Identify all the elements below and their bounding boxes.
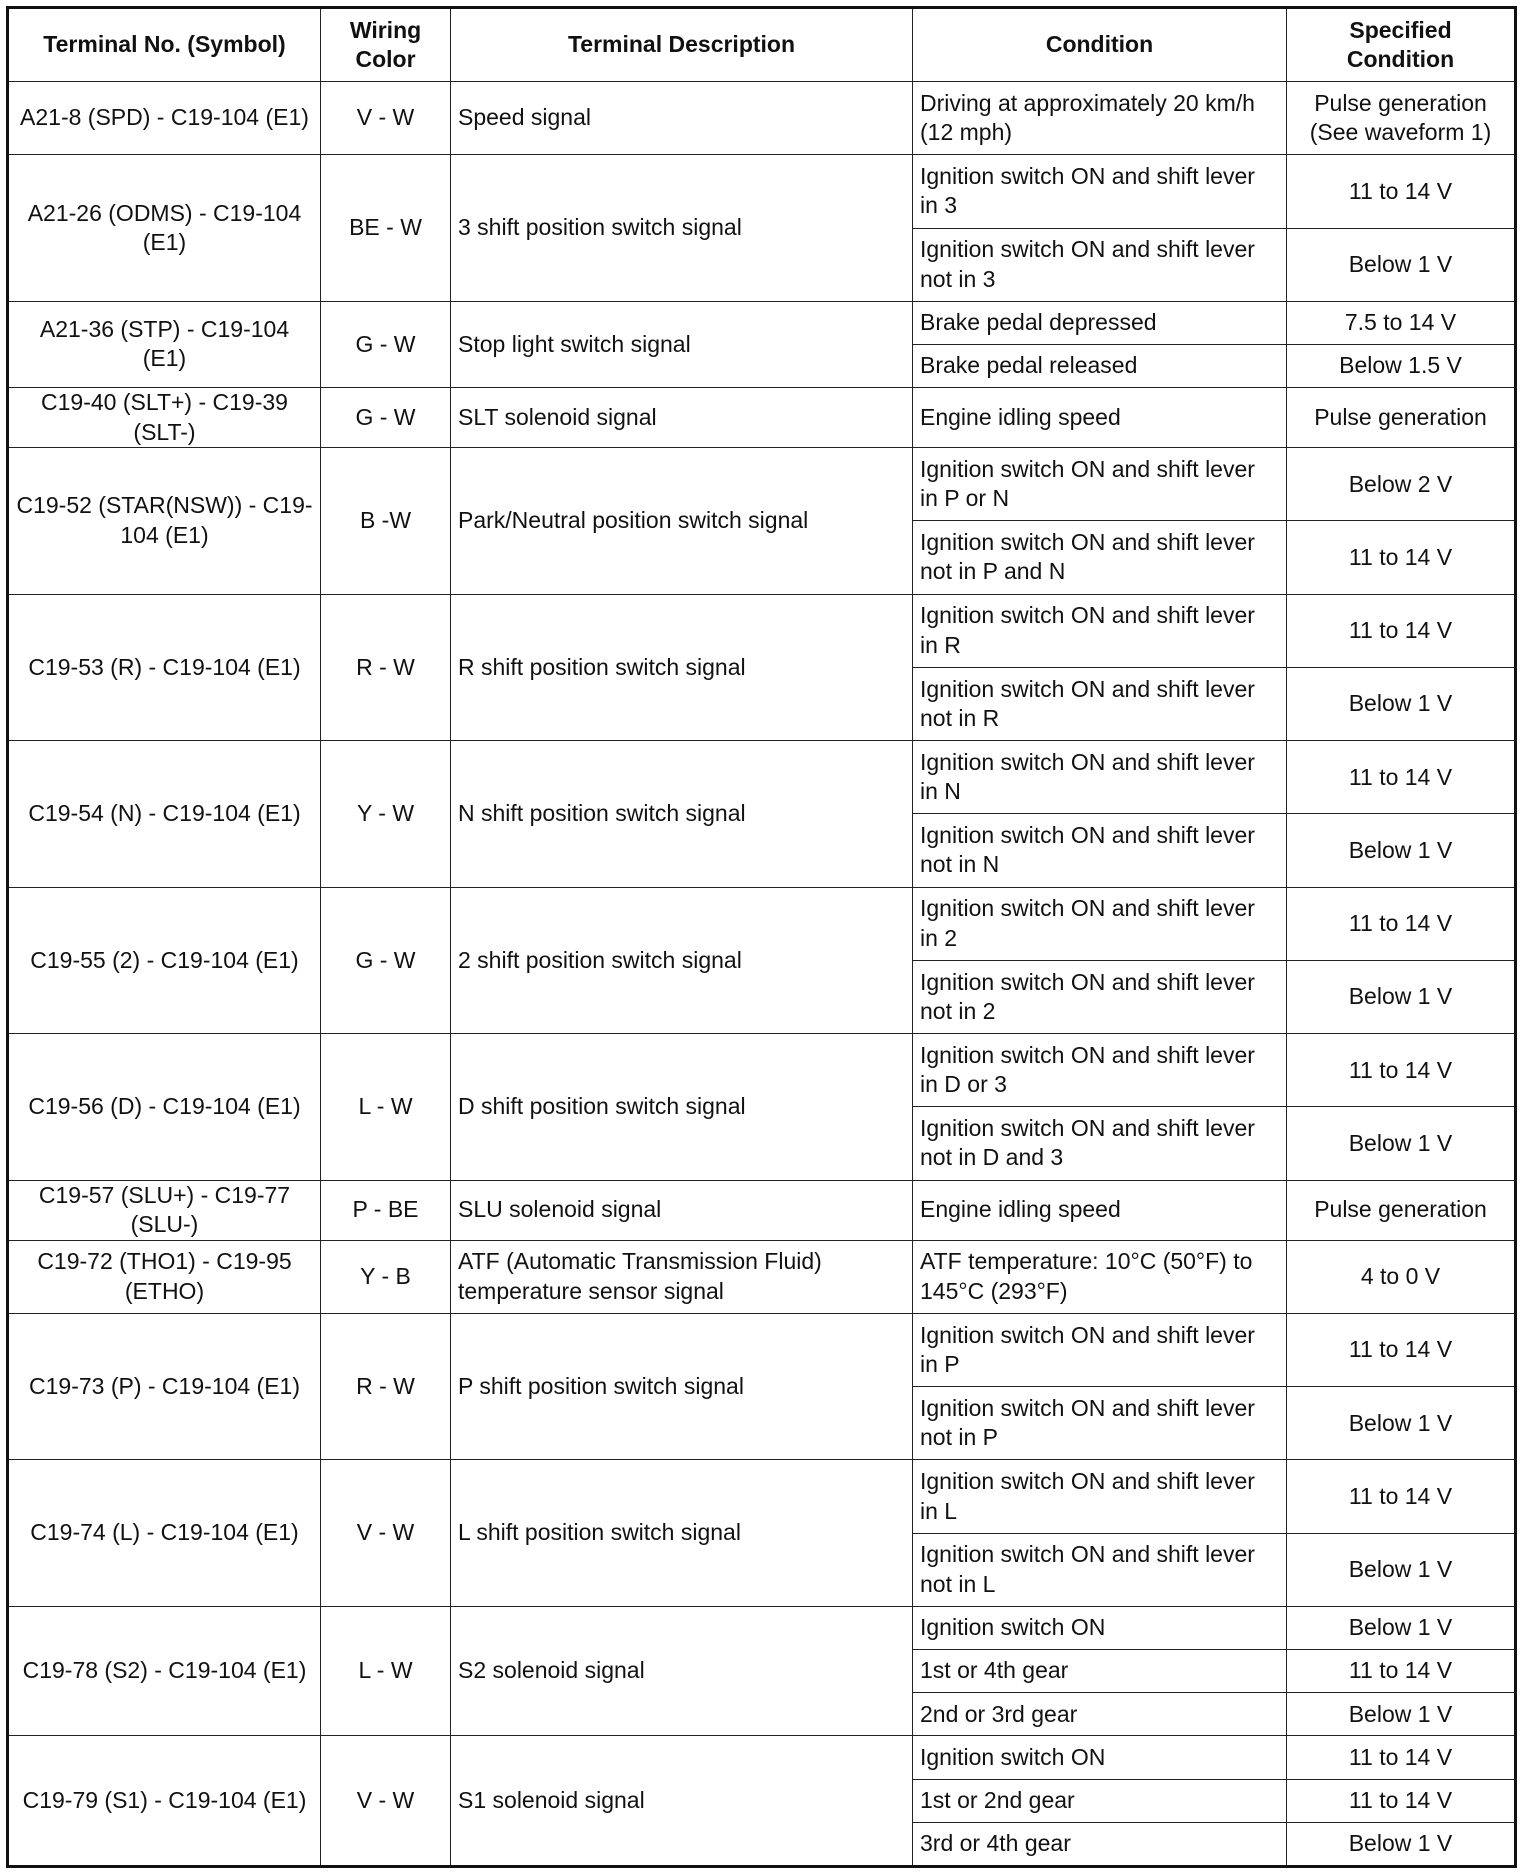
- specified-condition-cell: 11 to 14 V: [1287, 594, 1516, 667]
- wiring-color-cell: BE - W: [321, 155, 451, 302]
- header-terminal: Terminal No. (Symbol): [8, 8, 321, 82]
- condition-cell: 1st or 2nd gear: [913, 1779, 1287, 1822]
- wiring-color-cell: R - W: [321, 594, 451, 741]
- terminal-cell: C19-55 (2) - C19-104 (E1): [8, 887, 321, 1034]
- condition-cell: Brake pedal depressed: [913, 301, 1287, 344]
- table-row: [8, 155, 1516, 228]
- specified-condition-cell: 11 to 14 V: [1287, 1034, 1516, 1107]
- specified-condition-cell: Below 1 V: [1287, 1606, 1516, 1649]
- terminal-description-cell: N shift position switch signal: [451, 741, 913, 888]
- condition-cell: 3rd or 4th gear: [913, 1822, 1287, 1866]
- wiring-color-cell: L - W: [321, 1034, 451, 1181]
- terminal-description-cell: Park/Neutral position switch signal: [451, 448, 913, 595]
- terminal-cell: A21-8 (SPD) - C19-104 (E1): [8, 82, 321, 155]
- specified-condition-cell: 11 to 14 V: [1287, 1779, 1516, 1822]
- terminal-description-cell: S2 solenoid signal: [451, 1606, 913, 1735]
- specified-condition-cell: Below 1 V: [1287, 814, 1516, 887]
- specified-condition-cell: Below 2 V: [1287, 448, 1516, 521]
- wiring-color-cell: V - W: [321, 82, 451, 155]
- condition-cell: 1st or 4th gear: [913, 1650, 1287, 1693]
- table-row: [8, 1313, 1516, 1386]
- table-row: [8, 1460, 1516, 1533]
- condition-cell: Engine idling speed: [913, 388, 1287, 448]
- condition-cell: Ignition switch ON and shift lever not in P and N: [913, 521, 1287, 594]
- terminal-cell: A21-36 (STP) - C19-104 (E1): [8, 301, 321, 387]
- terminal-description-cell: D shift position switch signal: [451, 1034, 913, 1181]
- specified-condition-cell: Below 1 V: [1287, 1822, 1516, 1866]
- condition-cell: 2nd or 3rd gear: [913, 1693, 1287, 1736]
- condition-cell: Brake pedal released: [913, 344, 1287, 387]
- specified-condition-cell: Below 1.5 V: [1287, 344, 1516, 387]
- condition-cell: Ignition switch ON and shift lever in P or N: [913, 448, 1287, 521]
- specified-condition-cell: Below 1 V: [1287, 1533, 1516, 1606]
- wiring-color-cell: B -W: [321, 448, 451, 595]
- terminal-description-cell: Speed signal: [451, 82, 913, 155]
- terminal-cell: C19-56 (D) - C19-104 (E1): [8, 1034, 321, 1181]
- condition-cell: ATF temperature: 10°C (50°F) to 145°C (293°F): [913, 1240, 1287, 1313]
- terminal-description-cell: SLU solenoid signal: [451, 1180, 913, 1240]
- header-terminal-description: Terminal Description: [451, 8, 913, 82]
- terminal-cell: C19-78 (S2) - C19-104 (E1): [8, 1606, 321, 1735]
- condition-cell: Ignition switch ON and shift lever in R: [913, 594, 1287, 667]
- terminal-cell: C19-52 (STAR(NSW)) - C19-104 (E1): [8, 448, 321, 595]
- table-row: [8, 1034, 1516, 1107]
- table-row: [8, 1240, 1516, 1313]
- table-row: [8, 82, 1516, 155]
- specified-condition-cell: 11 to 14 V: [1287, 1313, 1516, 1386]
- terminal-spec-table: [6, 6, 1517, 1868]
- wiring-color-cell: V - W: [321, 1460, 451, 1607]
- specified-condition-cell: Below 1 V: [1287, 960, 1516, 1033]
- table-row: [8, 887, 1516, 960]
- specified-condition-cell: 11 to 14 V: [1287, 741, 1516, 814]
- wiring-color-cell: G - W: [321, 301, 451, 387]
- condition-cell: Ignition switch ON: [913, 1606, 1287, 1649]
- condition-cell: Engine idling speed: [913, 1180, 1287, 1240]
- specified-condition-cell: 4 to 0 V: [1287, 1240, 1516, 1313]
- terminal-description-cell: P shift position switch signal: [451, 1313, 913, 1460]
- specified-condition-cell: 11 to 14 V: [1287, 155, 1516, 228]
- terminal-cell: C19-72 (THO1) - C19-95 (ETHO): [8, 1240, 321, 1313]
- terminal-description-cell: S1 solenoid signal: [451, 1736, 913, 1867]
- condition-cell: Ignition switch ON and shift lever in N: [913, 741, 1287, 814]
- condition-cell: Ignition switch ON and shift lever in P: [913, 1313, 1287, 1386]
- terminal-description-cell: L shift position switch signal: [451, 1460, 913, 1607]
- terminal-description-cell: 3 shift position switch signal: [451, 155, 913, 302]
- condition-cell: Ignition switch ON and shift lever not in R: [913, 667, 1287, 740]
- terminal-description-cell: R shift position switch signal: [451, 594, 913, 741]
- table-row: [8, 1606, 1516, 1649]
- table-header: [8, 8, 1516, 82]
- condition-cell: Ignition switch ON and shift lever in 3: [913, 155, 1287, 228]
- table-row: [8, 1736, 1516, 1779]
- wiring-color-cell: L - W: [321, 1606, 451, 1735]
- terminal-description-cell: 2 shift position switch signal: [451, 887, 913, 1034]
- table-row: [8, 301, 1516, 344]
- specified-condition-cell: 11 to 14 V: [1287, 1736, 1516, 1779]
- specified-condition-cell: Pulse generation (See waveform 1): [1287, 82, 1516, 155]
- table-row: [8, 388, 1516, 448]
- wiring-color-cell: P - BE: [321, 1180, 451, 1240]
- specified-condition-cell: Below 1 V: [1287, 1107, 1516, 1180]
- specified-condition-cell: Below 1 V: [1287, 667, 1516, 740]
- specified-condition-cell: Below 1 V: [1287, 228, 1516, 301]
- condition-cell: Ignition switch ON and shift lever not in P: [913, 1387, 1287, 1460]
- terminal-description-cell: ATF (Automatic Transmission Fluid) temperature sensor signal: [451, 1240, 913, 1313]
- condition-cell: Ignition switch ON and shift lever in L: [913, 1460, 1287, 1533]
- table-row: [8, 594, 1516, 667]
- terminal-cell: C19-57 (SLU+) - C19-77 (SLU-): [8, 1180, 321, 1240]
- condition-cell: Ignition switch ON: [913, 1736, 1287, 1779]
- wiring-color-cell: G - W: [321, 388, 451, 448]
- condition-cell: Ignition switch ON and shift lever not in 3: [913, 228, 1287, 301]
- terminal-cell: C19-73 (P) - C19-104 (E1): [8, 1313, 321, 1460]
- condition-cell: Ignition switch ON and shift lever not in L: [913, 1533, 1287, 1606]
- table-row: [8, 741, 1516, 814]
- specified-condition-cell: 7.5 to 14 V: [1287, 301, 1516, 344]
- header-wiring-color: Wiring Color: [321, 8, 451, 82]
- header-condition: Condition: [913, 8, 1287, 82]
- condition-cell: Ignition switch ON and shift lever not in D and 3: [913, 1107, 1287, 1180]
- specified-condition-cell: 11 to 14 V: [1287, 521, 1516, 594]
- specified-condition-cell: 11 to 14 V: [1287, 1460, 1516, 1533]
- terminal-spec-sheet: [6, 6, 1514, 1868]
- specified-condition-cell: Below 1 V: [1287, 1387, 1516, 1460]
- condition-cell: Ignition switch ON and shift lever in D or 3: [913, 1034, 1287, 1107]
- terminal-description-cell: Stop light switch signal: [451, 301, 913, 387]
- terminal-cell: C19-40 (SLT+) - C19-39 (SLT-): [8, 388, 321, 448]
- condition-cell: Ignition switch ON and shift lever in 2: [913, 887, 1287, 960]
- table-body: [8, 82, 1516, 1867]
- header-specified-condition: Specified Condition: [1287, 8, 1516, 82]
- specified-condition-cell: Pulse generation: [1287, 388, 1516, 448]
- specified-condition-cell: 11 to 14 V: [1287, 887, 1516, 960]
- table-row: [8, 1180, 1516, 1240]
- condition-cell: Driving at approximately 20 km/h (12 mph): [913, 82, 1287, 155]
- condition-cell: Ignition switch ON and shift lever not in N: [913, 814, 1287, 887]
- wiring-color-cell: Y - W: [321, 741, 451, 888]
- terminal-description-cell: SLT solenoid signal: [451, 388, 913, 448]
- terminal-cell: C19-79 (S1) - C19-104 (E1): [8, 1736, 321, 1867]
- terminal-cell: C19-54 (N) - C19-104 (E1): [8, 741, 321, 888]
- terminal-cell: C19-74 (L) - C19-104 (E1): [8, 1460, 321, 1607]
- table-row: [8, 448, 1516, 521]
- wiring-color-cell: R - W: [321, 1313, 451, 1460]
- terminal-cell: A21-26 (ODMS) - C19-104 (E1): [8, 155, 321, 302]
- wiring-color-cell: G - W: [321, 887, 451, 1034]
- specified-condition-cell: 11 to 14 V: [1287, 1650, 1516, 1693]
- terminal-cell: C19-53 (R) - C19-104 (E1): [8, 594, 321, 741]
- specified-condition-cell: Pulse generation: [1287, 1180, 1516, 1240]
- specified-condition-cell: Below 1 V: [1287, 1693, 1516, 1736]
- wiring-color-cell: V - W: [321, 1736, 451, 1867]
- wiring-color-cell: Y - B: [321, 1240, 451, 1313]
- condition-cell: Ignition switch ON and shift lever not in 2: [913, 960, 1287, 1033]
